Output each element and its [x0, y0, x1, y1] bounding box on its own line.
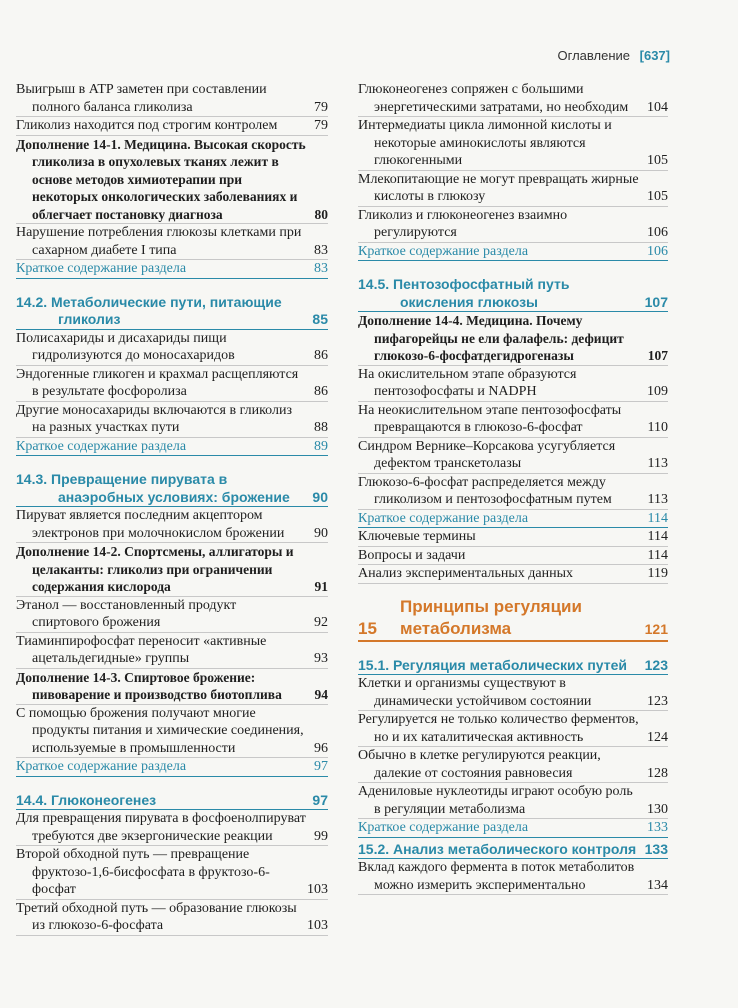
entry-title: Третий обходной путь — образование глюкозы из глюкозо-6-фосфата: [16, 900, 297, 933]
entry-page: 103: [307, 918, 328, 933]
toc-summary-entry[interactable]: [16, 260, 328, 279]
entry-page: 91: [314, 579, 328, 594]
toc-entry[interactable]: [16, 81, 328, 117]
toc-entry[interactable]: [358, 711, 668, 747]
entry-page: 119: [647, 566, 668, 581]
entry-title: Анализ экспериментальных данных: [358, 566, 574, 581]
entry-page: 90: [312, 488, 328, 505]
entry-page: 104: [647, 99, 668, 115]
entry-page: 114: [647, 510, 668, 526]
toc-entry[interactable]: [358, 366, 668, 402]
toc-entry[interactable]: [358, 81, 668, 117]
entry-page: 85: [312, 311, 328, 327]
running-header: [558, 48, 670, 63]
entry-title: 14.3. Превращение пирувата в анаэробных условиях: брожение: [16, 471, 290, 505]
toc-left-column: [16, 81, 328, 936]
entry-title: Другие моносахариды включаются в гликолиз на разных участках пути: [16, 402, 292, 435]
entry-title: Краткое содержание раздела: [358, 510, 529, 526]
toc-box-entry[interactable]: [16, 669, 328, 705]
entry-title: Клетки и организмы существуют в динамически устойчивом состоянии: [358, 676, 592, 709]
entry-title: Синдром Вернике–Корсакова усугубляется дефектом транскетолазы: [358, 438, 616, 471]
entry-title: 15.2. Анализ метаболического контроля: [358, 840, 637, 857]
entry-title: 15.1. Регуляция метаболических путей: [358, 656, 627, 673]
toc-box-entry[interactable]: [16, 136, 328, 225]
entry-page: 133: [644, 840, 668, 857]
entry-page: 113: [647, 456, 668, 471]
entry-title: Дополнение 14-3. Спиртовое брожение: пивоварение и производство биотоплива: [16, 669, 282, 702]
entry-page: 79: [314, 99, 328, 115]
entry-title: Краткое содержание раздела: [16, 759, 187, 774]
spacer: [16, 279, 328, 291]
toc-entry[interactable]: [16, 366, 328, 402]
entry-page: 105: [647, 153, 668, 168]
entry-title: Ключевые термины: [358, 529, 476, 544]
entry-page: 123: [647, 693, 668, 709]
entry-title: На окислительном этапе образуются пентозофосфаты и NADPH: [358, 366, 577, 399]
toc-section-heading[interactable]: [16, 291, 328, 330]
entry-title: Гликолиз находится под строгим контролем: [16, 118, 278, 133]
entry-page: 92: [314, 615, 328, 630]
entry-title: Обычно в клетке регулируются реакции, далекие от состояния равновесия: [358, 748, 601, 781]
entry-title: Краткое содержание раздела: [16, 438, 187, 454]
entry-page: 86: [314, 348, 328, 363]
chapter-number: 15: [358, 618, 377, 638]
entry-page: 134: [647, 877, 668, 893]
toc-entry[interactable]: [358, 747, 668, 783]
toc-section-heading[interactable]: [16, 468, 328, 507]
toc-entry[interactable]: [358, 528, 668, 547]
entry-page: 80: [314, 206, 328, 222]
entry-page: 106: [647, 225, 668, 240]
entry-page: 93: [314, 651, 328, 666]
entry-title: Млекопитающие не могут превращать жирные кислоты в глюкозу: [358, 171, 639, 204]
toc-entry[interactable]: [358, 547, 668, 566]
entry-page: 83: [314, 261, 328, 276]
entry-page: 88: [314, 420, 328, 435]
entry-page: 83: [314, 242, 328, 258]
entry-title: Краткое содержание раздела: [358, 820, 529, 835]
spacer: [16, 777, 328, 789]
entry-title: Выигрыш в ATP заметен при составлении полного баланса гликолиза: [16, 82, 267, 115]
entry-title: Дополнение 14-4. Медицина. Почему пифагорейцы не ели фалафель: дефицит глюкозо-6-фосфатдегидрогеназы: [358, 313, 624, 363]
toc-chapter-heading[interactable]: [358, 596, 668, 642]
spacer: [16, 456, 328, 468]
toc-entry[interactable]: [16, 330, 328, 366]
entry-page: 107: [647, 348, 668, 363]
entry-title: С помощью брожения получают многие продукты питания и химические соединения, используемые в промышленности: [16, 705, 304, 756]
toc-section-heading[interactable]: [358, 838, 668, 860]
entry-page: 96: [314, 740, 328, 756]
entry-page: 109: [647, 384, 668, 399]
toc-summary-entry[interactable]: [358, 510, 668, 529]
toc-summary-entry[interactable]: [358, 243, 668, 262]
entry-page: 94: [314, 687, 328, 702]
toc-entry[interactable]: [358, 675, 668, 711]
toc-entry[interactable]: [16, 224, 328, 260]
entry-title: Гликолиз и глюконеогенез взаимно регулируются: [358, 207, 568, 240]
page-number: [637]: [639, 48, 670, 63]
entry-title: 14.4. Глюконеогенез: [16, 791, 157, 808]
entry-title: Интермедиаты цикла лимонной кислоты и некоторые аминокислоты являются глюкогенными: [358, 118, 612, 168]
entry-title: Адениловые нуклеотиды играют особую роль в регуляции метаболизма: [358, 784, 633, 817]
spacer: [358, 584, 668, 596]
entry-page: 90: [314, 525, 328, 541]
entry-title: Тиаминпирофосфат переносит «активные ацетальдегидные» группы: [16, 633, 267, 666]
entry-title: Регулируется не только количество ферментов, но и их каталитическая активность: [358, 712, 639, 745]
toc-entry[interactable]: [358, 171, 668, 207]
entry-page: 110: [647, 420, 668, 435]
entry-page: 86: [314, 384, 328, 399]
toc-section-heading[interactable]: [358, 273, 668, 312]
entry-page: 121: [644, 620, 668, 637]
toc-entry[interactable]: [16, 705, 328, 759]
entry-title: Дополнение 14-1. Медицина. Высокая скорость гликолиза в опухолевых тканях лежит в основе методов химиотерапии при некоторых онкологических заболеваниях и облегчает постановку диагноза: [16, 136, 306, 222]
entry-title: Краткое содержание раздела: [358, 243, 529, 259]
entry-title: Для превращения пирувата в фосфоенолпируват требуются две экзергонические реакции: [16, 811, 306, 844]
entry-page: 130: [647, 801, 668, 817]
toc-entry[interactable]: [358, 565, 668, 584]
toc-entry[interactable]: [16, 633, 328, 669]
entry-title: Глюкозо-6-фосфат распределяется между гликолизом и пентозофосфатным путем: [358, 474, 612, 507]
toc-summary-entry[interactable]: [358, 819, 668, 838]
entry-page: 123: [644, 656, 668, 673]
entry-title: Пируват является последним акцептором электронов при молочнокислом брожении: [16, 508, 285, 541]
toc-entry[interactable]: [358, 438, 668, 474]
entry-title: Дополнение 14-2. Спортсмены, аллигаторы и целаканты: гликолиз при ограничении содержания кислорода: [16, 544, 294, 594]
spacer: [358, 642, 668, 654]
entry-page: 133: [647, 820, 668, 835]
toc-entry[interactable]: [358, 783, 668, 819]
entry-title: На неокислительном этапе пентозофосфаты превращаются в глюкозо-6-фосфат: [358, 402, 622, 435]
toc-entry[interactable]: [16, 402, 328, 438]
toc-summary-entry[interactable]: [16, 438, 328, 457]
entry-title: 14.2. Метаболические пути, питающие гликолиз: [16, 293, 282, 327]
entry-page: 99: [314, 828, 328, 844]
entry-title: Эндогенные гликоген и крахмал расщепляются в результате фосфоролиза: [16, 366, 299, 399]
toc-summary-entry[interactable]: [16, 758, 328, 777]
toc-entry[interactable]: [358, 402, 668, 438]
entry-page: 89: [314, 438, 328, 454]
toc-section-heading[interactable]: [16, 789, 328, 811]
header-title: Оглавление: [557, 48, 631, 63]
toc-entry[interactable]: [16, 810, 328, 846]
entry-page: 128: [647, 765, 668, 781]
toc-entry[interactable]: [16, 117, 328, 136]
entry-title: Нарушение потребления глюкозы клетками при сахарном диабете I типа: [16, 225, 302, 258]
entry-page: 106: [647, 243, 668, 259]
entry-page: 114: [647, 529, 668, 544]
entry-page: 114: [647, 547, 668, 563]
entry-title: Второй обходной путь — превращение фруктозо-1,6-бисфосфата в фруктозо-6-фосфат: [16, 847, 270, 897]
toc-entry[interactable]: [16, 507, 328, 543]
entry-page: 79: [314, 118, 328, 133]
entry-page: 97: [312, 791, 328, 808]
entry-page: 97: [314, 759, 328, 774]
entry-page: 105: [647, 189, 668, 204]
toc-entry[interactable]: [358, 117, 668, 171]
toc-box-entry[interactable]: [358, 312, 668, 366]
entry-title: Вопросы и задачи: [358, 547, 466, 563]
toc-entry[interactable]: [358, 207, 668, 243]
toc-entry[interactable]: [16, 846, 328, 900]
entry-title: Этанол — восстановленный продукт спиртового брожения: [16, 597, 237, 630]
toc-box-entry[interactable]: [16, 543, 328, 597]
toc-entry[interactable]: [358, 859, 668, 895]
spacer: [358, 261, 668, 273]
toc-entry[interactable]: [358, 474, 668, 510]
entry-title: Глюконеогенез сопряжен с большими энергетическими затратами, но необходим: [358, 82, 629, 115]
entry-title: Полисахариды и дисахариды пищи гидролизуются до моносахаридов: [16, 330, 235, 363]
entry-page: 124: [647, 729, 668, 745]
entry-title: Краткое содержание раздела: [16, 261, 187, 276]
entry-page: 113: [647, 492, 668, 507]
entry-page: 107: [644, 293, 668, 310]
toc-section-heading[interactable]: [358, 654, 668, 676]
entry-title: Вклад каждого фермента в поток метаболитов можно измерить экспериментально: [358, 860, 635, 893]
entry-title: 14.5. Пентозофосфатный путь окисления глюкозы: [358, 276, 570, 310]
toc-right-column: [358, 81, 668, 895]
entry-page: 103: [307, 882, 328, 897]
toc-entry[interactable]: [16, 597, 328, 633]
entry-title: Принципы регуляции метаболизма: [400, 596, 582, 638]
toc-entry[interactable]: [16, 900, 328, 936]
